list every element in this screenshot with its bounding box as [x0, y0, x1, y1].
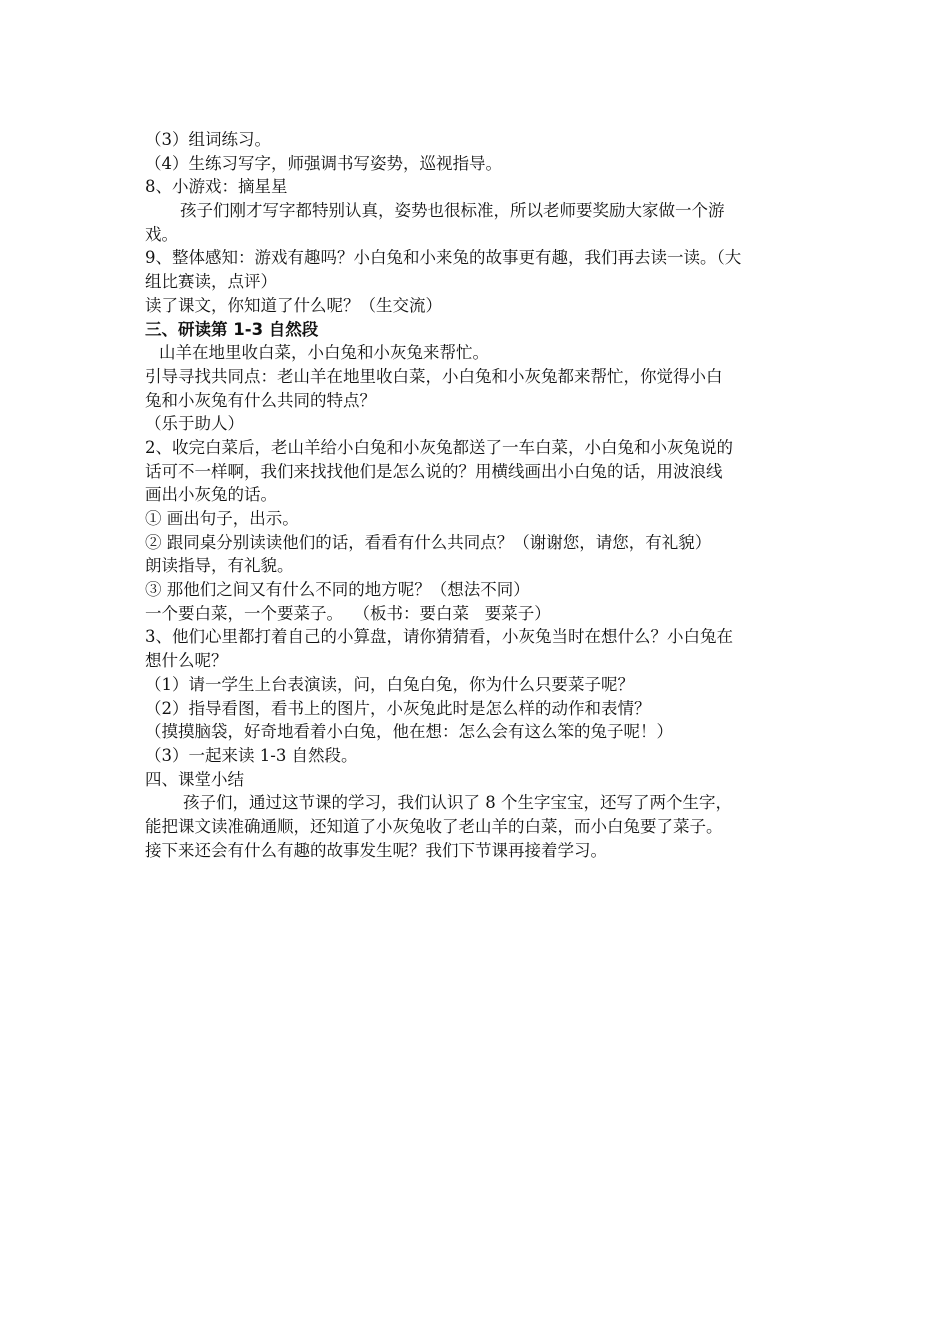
list-item: ① 画出句子，出示。 [145, 509, 299, 528]
text-line: 一个要白菜，一个要菜子。 （板书：要白菜 要菜子） [145, 603, 551, 623]
paragraph-line: 兔和小灰兔有什么共同的特点？ [145, 390, 376, 410]
paragraph-line: 想什么呢？ [145, 651, 228, 671]
paragraph-line: 引导寻找共同点：老山羊在地里收白菜，小白兔和小灰兔都来帮忙，你觉得小白 [145, 366, 723, 386]
section-heading: 四、课堂小结 [145, 769, 244, 789]
document-body [145, 128, 815, 862]
paragraph-line: 能把课文读准确通顺，还知道了小灰兔收了老山羊的白菜，而小白兔要了菜子。 [145, 816, 723, 836]
paragraph-line: 孩子们刚才写字都特别认真，姿势也很标准，所以老师要奖励大家做一个游 [180, 201, 725, 221]
section-item-heading: 3、他们心里都打着自己的小算盘，请你猜猜看，小灰兔当时在想什么？小白兔在 [145, 627, 733, 647]
list-item: （1）请一学生上台表演读，问，白兔白兔，你为什么只要菜子呢？ [145, 674, 634, 694]
paragraph-line: 山羊在地里收白菜，小白兔和小灰兔来帮忙。 [159, 343, 489, 363]
paragraph-line: 组比赛读，点评） [145, 272, 277, 292]
list-item: （2）指导看图，看书上的图片，小灰兔此时是怎么样的动作和表情？ [145, 698, 651, 718]
text-line: 朗读指导，有礼貌。 [145, 556, 294, 576]
paragraph-line: 话可不一样啊，我们来找找他们是怎么说的？用横线画出小白兔的话，用波浪线 [145, 461, 723, 481]
list-item: ② 跟同桌分别读读他们的话，看看有什么共同点？（谢谢您，请您，有礼貌） [145, 532, 712, 552]
text-line: （摸摸脑袋，好奇地看着小白兔，他在想：怎么会有这么笨的兔子呢！） [145, 722, 673, 742]
paragraph-line: 戏。 [145, 224, 178, 244]
paragraph-line: 接下来还会有什么有趣的故事发生呢？我们下节课再接着学习。 [145, 840, 607, 860]
text-line: （乐于助人） [145, 414, 244, 434]
paragraph-line: 画出小灰兔的话。 [145, 485, 277, 505]
list-item: ③ 那他们之间又有什么不同的地方呢？（想法不同） [145, 580, 530, 600]
section-item-heading: 9、整体感知：游戏有趣吗？小白兔和小来兔的故事更有趣，我们再去读一读。（大 [145, 248, 742, 268]
text-line: 读了课文，你知道了什么呢？（生交流） [145, 295, 442, 315]
text-line: （4）生练习写字，师强调书写姿势，巡视指导。 [145, 153, 502, 173]
paragraph-line: 孩子们，通过这节课的学习，我们认识了 8 个生字宝宝，还写了两个生字， [183, 793, 732, 813]
section-item-heading: 2、收完白菜后，老山羊给小白兔和小灰兔都送了一车白菜，小白兔和小灰兔说的 [145, 437, 733, 457]
text-line: （3）组词练习。 [145, 130, 271, 149]
list-item: （3）一起来读 1-3 自然段。 [145, 745, 358, 765]
section-item-heading: 8、小游戏：摘星星 [145, 177, 288, 197]
section-heading: 三、研读第 1-3 自然段 [145, 319, 319, 339]
